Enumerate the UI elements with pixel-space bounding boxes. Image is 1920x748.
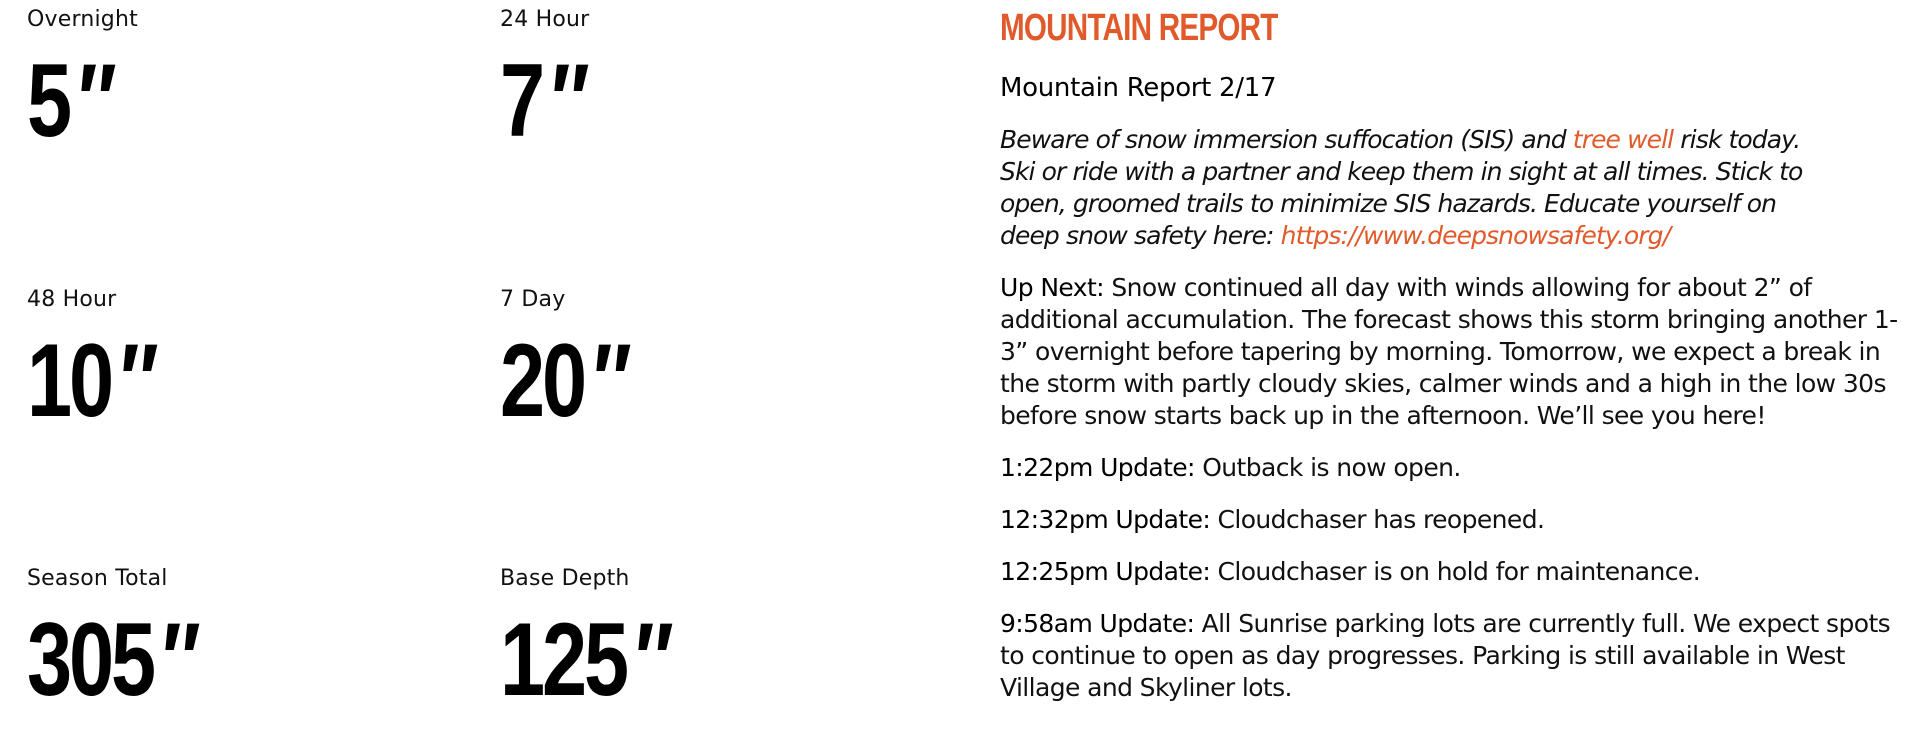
update-time: 12:25pm Update: (1000, 557, 1211, 586)
stat-value-24-hour (500, 43, 828, 159)
stat-label-base-depth: Base Depth (500, 566, 630, 591)
stat-season-total (27, 565, 447, 718)
update-time: 1:22pm Update: (1000, 453, 1195, 482)
inch-mark: ″ (115, 323, 155, 439)
tree-well-link[interactable]: tree well (1572, 125, 1674, 154)
stat-48-hour (27, 286, 447, 439)
stat-overnight (27, 6, 447, 159)
inch-mark: ″ (588, 323, 628, 439)
stat-base-depth (500, 565, 920, 718)
update-text: Cloudchaser has reopened. (1210, 505, 1545, 534)
inch-mark: ″ (73, 43, 113, 159)
warning-text: deep snow safety here: (1000, 221, 1281, 250)
inch-mark: ″ (546, 43, 586, 159)
update-item (1000, 452, 1905, 484)
safety-warning (1000, 124, 1905, 252)
stat-number-season-total: 305 (27, 602, 153, 718)
stat-24-hour (500, 6, 920, 159)
stat-number-7-day: 20 (500, 323, 584, 439)
update-text: Outback is now open. (1194, 453, 1461, 482)
stat-value-season-total (27, 602, 355, 718)
update-text: Cloudchaser is on hold for maintenance. (1210, 557, 1701, 586)
stat-number-base-depth: 125 (500, 602, 626, 718)
up-next-paragraph (1000, 272, 1905, 432)
update-time: 9:58am Update: (1000, 609, 1195, 638)
update-item (1000, 608, 1905, 704)
warning-text: risk today. (1673, 125, 1801, 154)
update-text: All Sunrise parking lots are currently full. We expect spots to continue to open as day progresses. Parking is still available in West Village and Skyliner lots. (1000, 609, 1891, 702)
stat-number-overnight: 5 (27, 43, 69, 159)
stat-label-24-hour: 24 Hour (500, 7, 590, 32)
up-next-text: Snow continued all day with winds allowing for about 2” of additional accumulation. The forecast shows this storm bringing another 1-3” overnight before tapering by morning. Tomorrow, we expect a break in the storm with partly cloudy skies, calmer winds and a high in the low 30s before snow starts back up in the afternoon. We’ll see you here! (1000, 273, 1898, 430)
snow-stats-panel (27, 0, 977, 748)
up-next-label: Up Next: (1000, 273, 1104, 302)
stat-number-24-hour: 7 (500, 43, 542, 159)
stat-label-48-hour: 48 Hour (27, 287, 117, 312)
stat-value-7-day (500, 323, 828, 439)
warning-line-1 (1000, 124, 1905, 156)
stat-label-season-total: Season Total (27, 566, 168, 591)
mountain-report-panel (1000, 0, 1905, 704)
stat-label-overnight: Overnight (27, 7, 138, 32)
warning-line-4 (1000, 220, 1905, 252)
inch-mark: ″ (630, 602, 670, 718)
stat-number-48-hour: 10 (27, 323, 111, 439)
stat-value-48-hour (27, 323, 355, 439)
report-heading: MOUNTAIN REPORT (1000, 7, 1278, 49)
warning-text: Beware of snow immersion suffocation (SIS) and (1000, 125, 1573, 154)
stat-7-day (500, 286, 920, 439)
report-subtitle: Mountain Report 2/17 (1000, 73, 1277, 103)
warning-line-2: Ski or ride with a partner and keep them in sight at all times. Stick to (1000, 157, 1803, 186)
stat-value-base-depth (500, 602, 828, 718)
stat-value-overnight (27, 43, 355, 159)
update-time: 12:32pm Update: (1000, 505, 1211, 534)
stat-label-7-day: 7 Day (500, 287, 566, 312)
deep-snow-safety-link[interactable]: https://www.deepsnowsafety.org/ (1280, 221, 1671, 250)
update-item (1000, 556, 1905, 588)
inch-mark: ″ (157, 602, 197, 718)
update-item (1000, 504, 1905, 536)
warning-line-3: open, groomed trails to minimize SIS hazards. Educate yourself on (1000, 189, 1777, 218)
